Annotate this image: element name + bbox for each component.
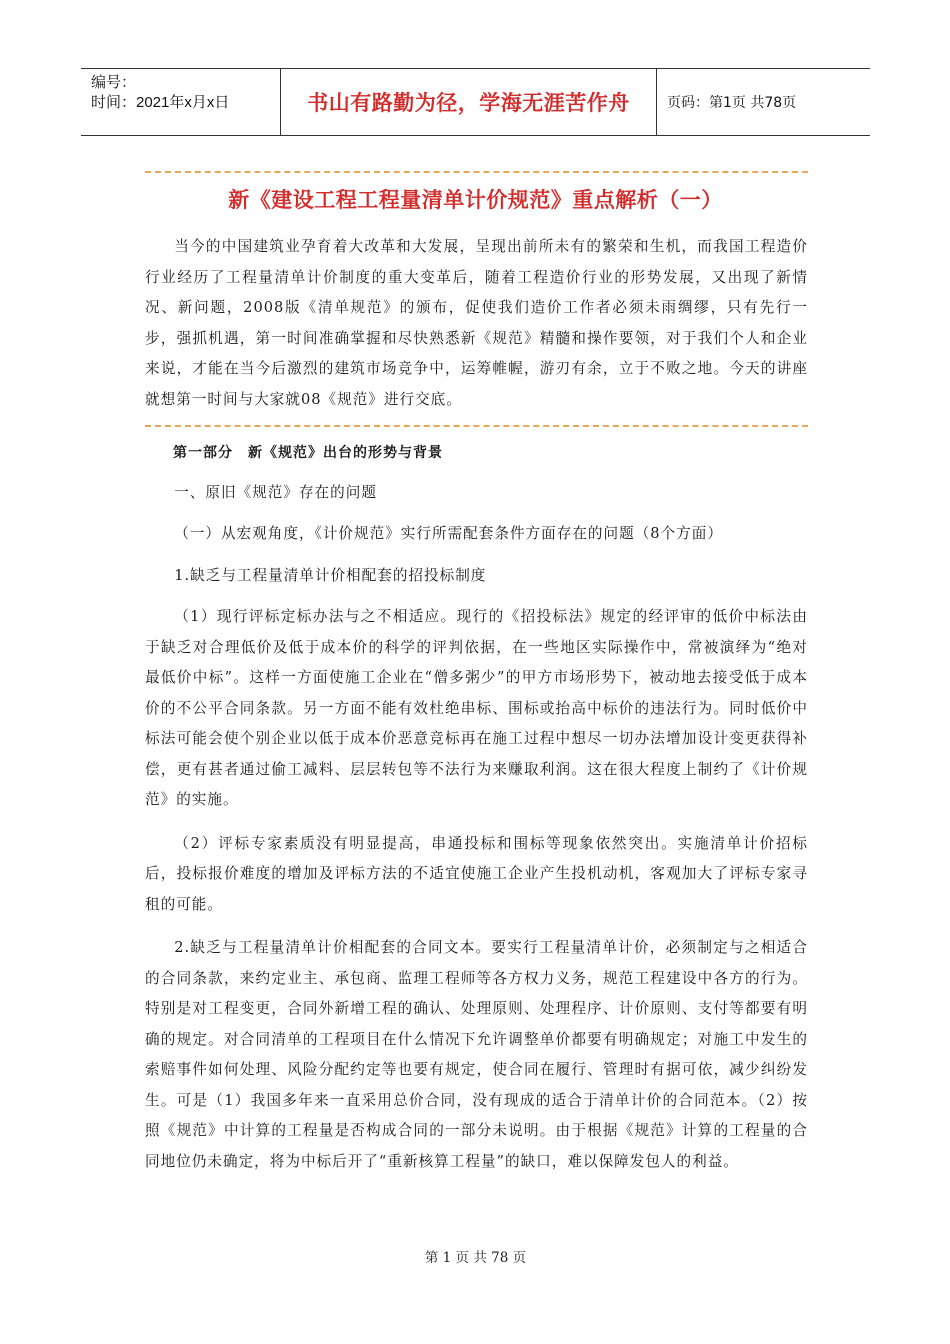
section-heading: 一、原旧《规范》存在的问题 (174, 483, 377, 501)
document-title: 新《建设工程工程量清单计价规范》重点解析（一） (228, 188, 723, 212)
document-sections (145, 438, 808, 1177)
paragraph-1: （1）现行评标定标办法与之不相适应。现行的《招投标法》规定的经评审的低价中标法由于缺乏对合理低价及低于成本价的科学的评判依据，在一些地区实际操作中，常被演绎为“绝对最低价中标”。这样一方面使施工企业在“僧多粥少”的甲方市场形势下，被动地去接受低于成本价的不公平合同条款。另一方面不能有效杜绝串标、围标或抬高中标价的违法行为。同时低价中标法可能会使个别企业以低于成本价恶意竞标再在施工过程中想尽一切办法增加设计变更获得补偿，更有甚者通过偷工减料、层层转包等不法行为来赚取利润。这在很大程度上制约了《计价规范》的实施。 (145, 608, 808, 808)
serial-label: 编号： (91, 74, 137, 91)
date-label: 时间：2021年x月x日 (91, 94, 230, 111)
header-motto: 书山有路勤为径，学海无涯苦作舟 (281, 69, 657, 135)
page-header (81, 68, 870, 136)
part-heading: 第一部分 新《规范》出台的形势与背景 (173, 445, 443, 461)
header-page-info: 页码：第1页 共78页 (667, 95, 797, 111)
page-footer: 第 1 页 共 78 页 (424, 1250, 527, 1266)
subsection-heading: （一）从宏观角度，《计价规范》实行所需配套条件方面存在的问题（8个方面） (174, 525, 723, 542)
paragraph-2: （2）评标专家素质没有明显提高，串通投标和围标等现象依然突出。实施清单计价招标后，投标报价难度的增加及评标方法的不适宜使施工企业产生投机动机，客观加大了评标专家寻租的可能。 (145, 834, 808, 913)
item-heading: 1.缺乏与工程量清单计价相配套的招投标制度 (174, 566, 487, 584)
document-body (145, 232, 808, 415)
paragraph-3: 2.缺乏与工程量清单计价相配套的合同文本。要实行工程量清单计价，必须制定与之相适合的合同条款，来约定业主、承包商、监理工程师等各方权力义务，规范工程建设中各方的行为。特别是对工程变更，合同外新增工程的确认、处理原则、处理程序、计价原则、支付等都要有明确的规定。对合同清单的工程项目在什么情况下允许调整单价都要有明确规定；对施工中发生的索赔事件如何处理、风险分配约定等也要有规定，使合同在履行、管理时有据可依，减少纠纷发生。可是（1）我国多年来一直采用总价合同，没有现成的适合于清单计价的合同范本。（2）按照《规范》中计算的工程量是否构成合同的一部分未说明。由于根据《规范》计算的工程量的合同地位仍未确定，将为中标后开了“重新核算工程量”的缺口，难以保障发包人的利益。 (145, 939, 808, 1170)
header-meta (81, 69, 281, 135)
intro-bottom-divider (145, 425, 808, 427)
title-top-divider (145, 171, 808, 173)
intro-paragraph: 当今的中国建筑业孕育着大改革和大发展，呈现出前所未有的繁荣和生机，而我国工程造价行业经历了工程量清单计价制度的重大变革后，随着工程造价行业的形势发展，又出现了新情况、新问题，2008版《清单规范》的颁布，促使我们造价工作者必须未雨绸缪，只有先行一步，强抓机遇，第一时间准确掌握和尽快熟悉新《规范》精髓和操作要领，对于我们个人和企业来说，才能在当今后激烈的建筑市场竞争中，运筹帷幄，游刃有余，立于不败之地。今天的讲座就想第一时间与大家就08《规范》进行交底。 (145, 238, 808, 408)
